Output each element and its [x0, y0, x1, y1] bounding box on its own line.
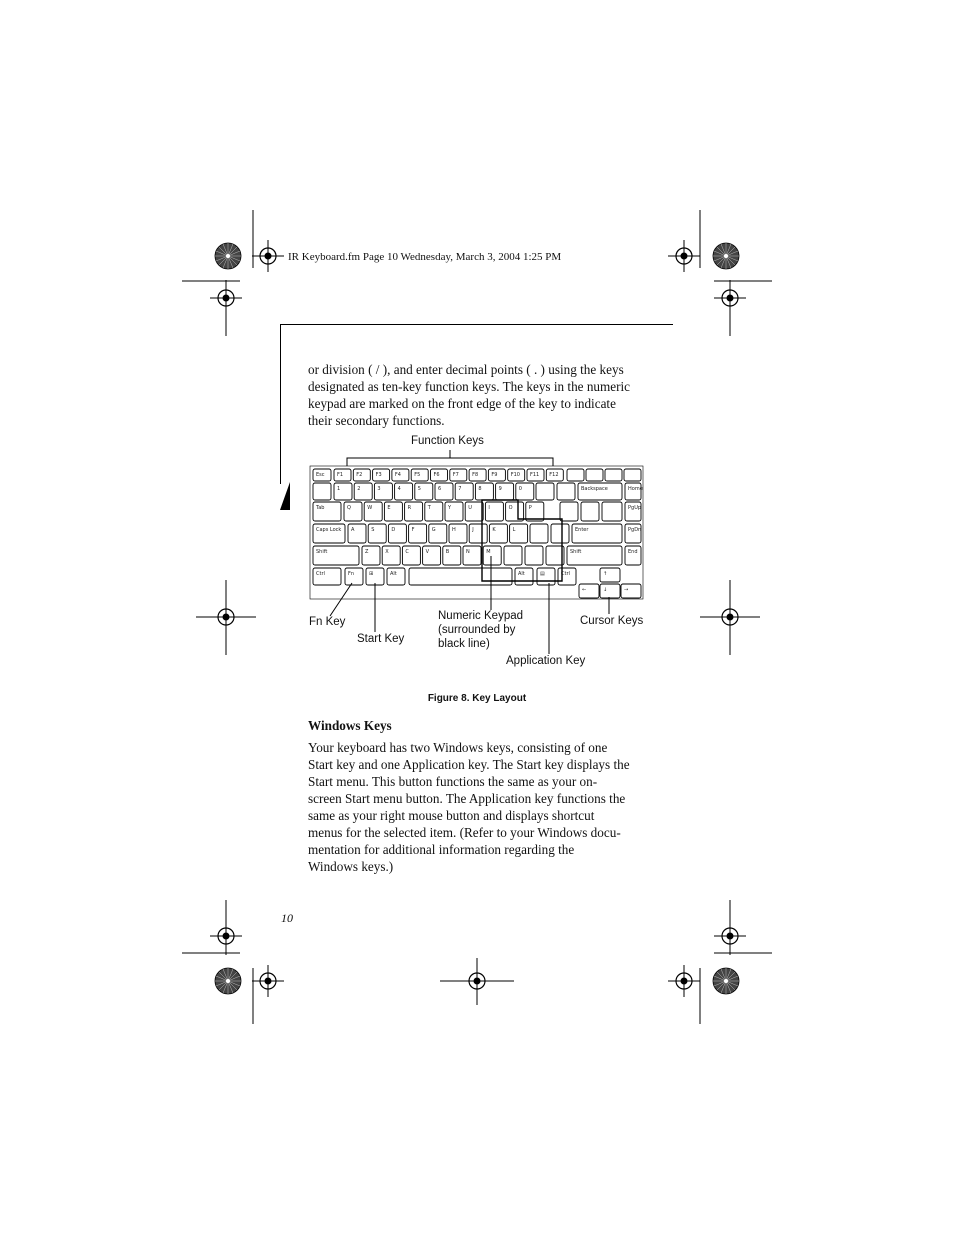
- text-line: designated as ten-key function keys. The keys in the numeric: [308, 379, 631, 394]
- small-key: [605, 469, 622, 481]
- key-label: Q: [347, 505, 351, 511]
- key-label: 6: [438, 486, 442, 492]
- key-label: Alt: [390, 571, 397, 577]
- key-label: E: [387, 505, 391, 511]
- key-label: S: [371, 527, 375, 533]
- windows-keys-paragraph: [308, 739, 630, 875]
- keyboard-keys: [310, 466, 643, 599]
- start-key-label: Start Key: [357, 633, 405, 645]
- key-label: 9: [498, 486, 502, 492]
- text-line: Windows keys.): [308, 859, 394, 874]
- key-label: ↑: [603, 571, 608, 577]
- backtick-key: [313, 483, 331, 500]
- cursor-keys-label: Cursor Keys: [580, 615, 644, 627]
- key-label: Shift: [570, 549, 582, 555]
- text-line: Start key and one Application key. The Start key displays the: [308, 757, 630, 772]
- section-heading: Windows Keys: [308, 718, 392, 733]
- key-label: D: [391, 527, 396, 533]
- key-label: ⊞: [369, 571, 374, 577]
- text-line: same as your right mouse button and displays shortcut: [308, 808, 595, 823]
- key-label: F7: [452, 472, 459, 478]
- key-label: Backspace: [581, 486, 608, 492]
- key-label: X: [385, 549, 389, 555]
- key-label: 8: [478, 486, 482, 492]
- key-label: 0: [518, 486, 522, 492]
- key-label: ▤: [540, 571, 545, 577]
- key-label: F5: [414, 472, 421, 478]
- text-line: menus for the selected item. (Refer to your Windows docu-: [308, 825, 621, 840]
- key-label: Home: [628, 486, 643, 492]
- key-label: ←: [582, 587, 587, 593]
- key-label: ↓: [603, 587, 608, 593]
- key-label: B: [445, 549, 450, 555]
- key-label: F12: [549, 472, 559, 478]
- small-key: [586, 469, 603, 481]
- key-label: N: [466, 549, 470, 555]
- text-line: Your keyboard has two Windows keys, consisting of one: [308, 740, 608, 755]
- text-line: screen Start menu button. The Application key functions the: [308, 791, 626, 806]
- key-label: 1: [337, 486, 341, 492]
- callout-line: (surrounded by: [438, 624, 516, 636]
- key-label: Enter: [575, 527, 589, 533]
- key-label: T: [427, 505, 431, 511]
- key: [602, 502, 622, 521]
- key-label: C: [405, 549, 409, 555]
- key-label: K: [492, 527, 496, 533]
- key-label: Tab: [316, 505, 325, 511]
- figure-caption: Figure 8. Key Layout: [427, 693, 527, 704]
- key-label: I: [488, 505, 490, 511]
- text-line: Start menu. This button functions the same as your on-: [308, 774, 598, 789]
- key-label: F10: [510, 472, 520, 478]
- key-label: J: [472, 527, 474, 533]
- key-label: H: [452, 527, 456, 533]
- key-label: U: [468, 505, 472, 511]
- key-label: O: [508, 505, 513, 511]
- file-header: IR Keyboard.fm Page 10 Wednesday, March 3, 2004 1:25 PM: [288, 251, 562, 263]
- key-label: F: [411, 527, 415, 533]
- fn-key-leader: [330, 583, 352, 616]
- key-label: →: [624, 587, 629, 593]
- key-label: F6: [433, 472, 440, 478]
- key-label: Alt: [518, 571, 525, 577]
- key-label: Y: [448, 505, 452, 511]
- key-label: R: [407, 505, 412, 511]
- key: [557, 483, 575, 500]
- small-key: [624, 469, 641, 481]
- key-label: F8: [472, 472, 479, 478]
- key-label: PgDn: [628, 527, 642, 533]
- text-line: their secondary functions.: [308, 413, 445, 428]
- small-key: [567, 469, 584, 481]
- key: [504, 546, 522, 565]
- spacebar-key: [409, 568, 512, 585]
- key-label: Caps Lock: [316, 527, 342, 533]
- key-label: W: [367, 505, 373, 511]
- function-keys-label: Function Keys: [411, 435, 484, 447]
- key-label: A: [351, 527, 355, 533]
- key-label: F1: [337, 472, 344, 478]
- key-label: Z: [365, 549, 369, 555]
- key-label: F2: [356, 472, 363, 478]
- text-line: mentation for additional information regarding the: [308, 842, 575, 857]
- key: [536, 483, 554, 500]
- callout-line: black line): [438, 638, 490, 650]
- key-label: F4: [394, 472, 401, 478]
- page-number: 10: [281, 911, 293, 925]
- key-label: F3: [375, 472, 382, 478]
- key-label: M: [486, 549, 491, 555]
- key-label: Ctrl: [316, 571, 325, 577]
- key-label: Shift: [316, 549, 328, 555]
- key: [551, 524, 569, 543]
- key-label: Fn: [348, 571, 355, 577]
- key: [530, 524, 548, 543]
- key-label: 3: [377, 486, 381, 492]
- text-line: keypad are marked on the front edge of the key to indicate: [308, 396, 616, 411]
- key-label: 7: [458, 486, 462, 492]
- key-label: L: [512, 527, 516, 533]
- application-key-label: Application Key: [506, 655, 586, 667]
- key-label: P: [528, 505, 532, 511]
- key: [525, 546, 543, 565]
- key-label: Esc: [316, 472, 325, 478]
- key-label: F11: [530, 472, 540, 478]
- key-label: 5: [417, 486, 421, 492]
- key-label: Ctrl: [561, 571, 570, 577]
- callout-line: Numeric Keypad: [438, 610, 524, 622]
- key-label: F9: [491, 472, 498, 478]
- key-label: PgUp: [628, 505, 642, 511]
- text-line: or division ( / ), and enter decimal points ( . ) using the keys: [308, 362, 624, 377]
- key-label: 4: [397, 486, 401, 492]
- key-label: End: [628, 549, 638, 555]
- key: [581, 502, 599, 521]
- function-keys-bracket: [347, 450, 553, 466]
- numeric-keypad-label: [438, 609, 523, 651]
- fn-key-label: Fn Key: [309, 616, 346, 628]
- key: [560, 502, 578, 521]
- key-label: 2: [357, 486, 361, 492]
- key-label: V: [425, 549, 430, 555]
- key-label: G: [431, 527, 436, 533]
